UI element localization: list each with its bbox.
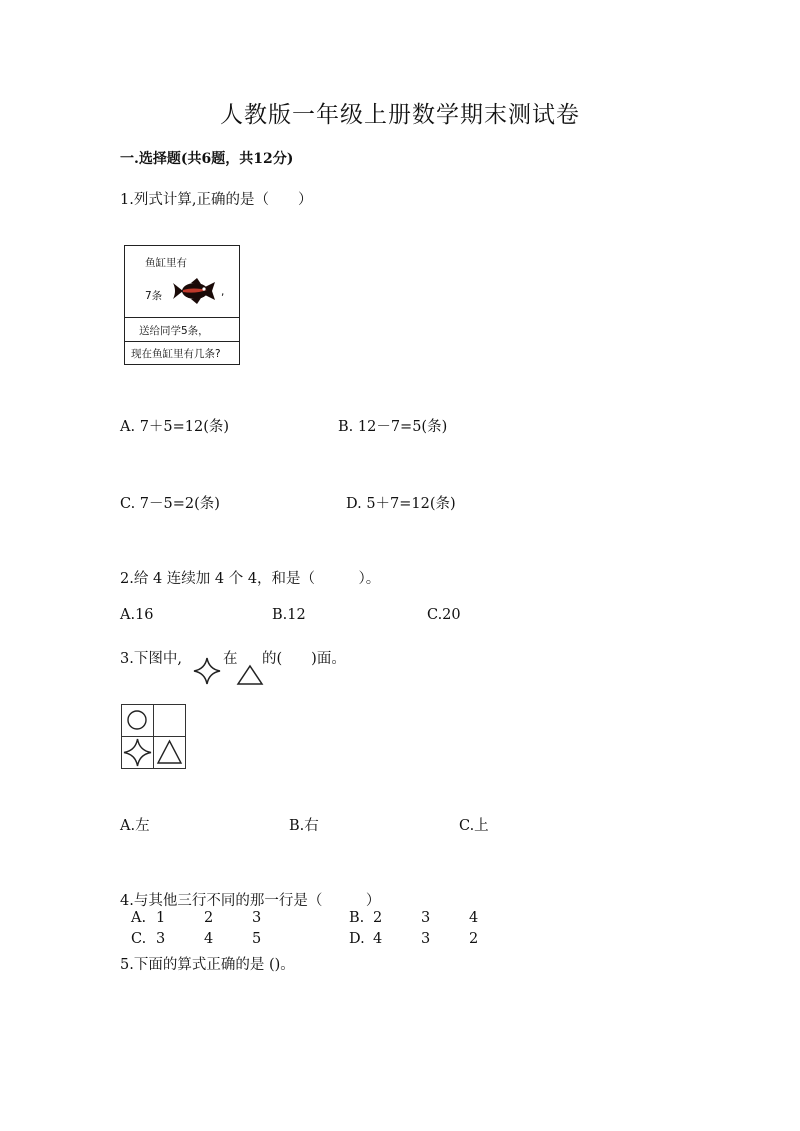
- question-1-stem: 1.列式计算,正确的是（ ）: [120, 192, 313, 208]
- q1-option-d[interactable]: D. 5＋7=12(条): [346, 496, 456, 512]
- grid-cell-bottom-right: [153, 736, 186, 769]
- q3-option-b[interactable]: B.右: [289, 818, 319, 834]
- question-3-grid: [121, 704, 187, 770]
- q1-option-a[interactable]: A. 7＋5=12(条): [120, 419, 230, 435]
- four-point-star-icon: [122, 737, 153, 768]
- q4-row-d-num-1: 4: [373, 931, 383, 947]
- grid-cell-bottom-left: [121, 736, 154, 769]
- q3-option-c[interactable]: C.上: [459, 818, 489, 834]
- question-1-picture: [124, 245, 240, 365]
- picture-comma: ,: [221, 286, 225, 298]
- circle-icon: [122, 705, 153, 736]
- q4-row-b-num-2: 3: [421, 910, 431, 926]
- q2-option-b[interactable]: B.12: [272, 607, 306, 623]
- q1-option-b[interactable]: B. 12－7=5(条): [338, 419, 448, 435]
- q4-row-b-num-1: 2: [373, 910, 383, 926]
- q4-row-b-label[interactable]: B.: [349, 910, 365, 926]
- question-3-stem-start: 3.下图中,: [120, 651, 182, 667]
- q4-row-c-num-1: 3: [156, 931, 166, 947]
- triangle-icon: [236, 664, 264, 686]
- section-heading: 一.选择题(共6题，共12分): [120, 151, 294, 167]
- q4-row-d-num-3: 2: [469, 931, 479, 947]
- page-title: 人教版一年级上册数学期末测试卷: [220, 102, 580, 128]
- grid-cell-top-right: [153, 704, 186, 737]
- picture-middle-panel: [125, 318, 239, 342]
- q2-option-a[interactable]: A.16: [120, 607, 154, 623]
- picture-lower-panel: [125, 342, 239, 364]
- q4-row-d-num-2: 3: [421, 931, 431, 947]
- q2-option-c[interactable]: C.20: [427, 607, 461, 623]
- picture-line-3: 现在鱼缸里有几条?: [131, 348, 221, 360]
- q4-row-c-num-2: 4: [204, 931, 214, 947]
- q1-option-c[interactable]: C. 7－5=2(条): [120, 496, 220, 512]
- q3-option-a[interactable]: A.左: [120, 818, 150, 834]
- four-point-star-icon: [192, 656, 222, 686]
- question-3-stem-end: 的( )面。: [262, 651, 346, 667]
- grid-cell-top-left: [121, 704, 154, 737]
- picture-line-2: 送给同学5条，: [139, 325, 209, 337]
- question-4-stem: 4.与其他三行不同的那一行是（ ）: [120, 893, 381, 909]
- q4-row-d-label[interactable]: D.: [349, 931, 365, 947]
- q4-row-a-num-3: 3: [252, 910, 262, 926]
- triangle-icon: [154, 737, 185, 768]
- q4-row-c-label[interactable]: C.: [131, 931, 147, 947]
- fish-icon: [171, 278, 217, 304]
- q4-row-a-label[interactable]: A.: [131, 910, 147, 926]
- picture-upper-panel: [125, 246, 239, 318]
- q4-row-c-num-3: 5: [252, 931, 262, 947]
- question-2-stem: 2.给 4 连续加 4 个 4，和是（ ）。: [120, 571, 381, 587]
- question-5-stem: 5.下面的算式正确的是 ()。: [120, 957, 295, 973]
- q4-row-a-num-2: 2: [204, 910, 214, 926]
- q4-row-a-num-1: 1: [156, 910, 166, 926]
- q4-row-b-num-3: 4: [469, 910, 479, 926]
- question-3-stem-mid: 在: [223, 651, 238, 667]
- picture-line-1: 鱼缸里有: [145, 257, 187, 269]
- picture-count: 7条: [145, 290, 163, 302]
